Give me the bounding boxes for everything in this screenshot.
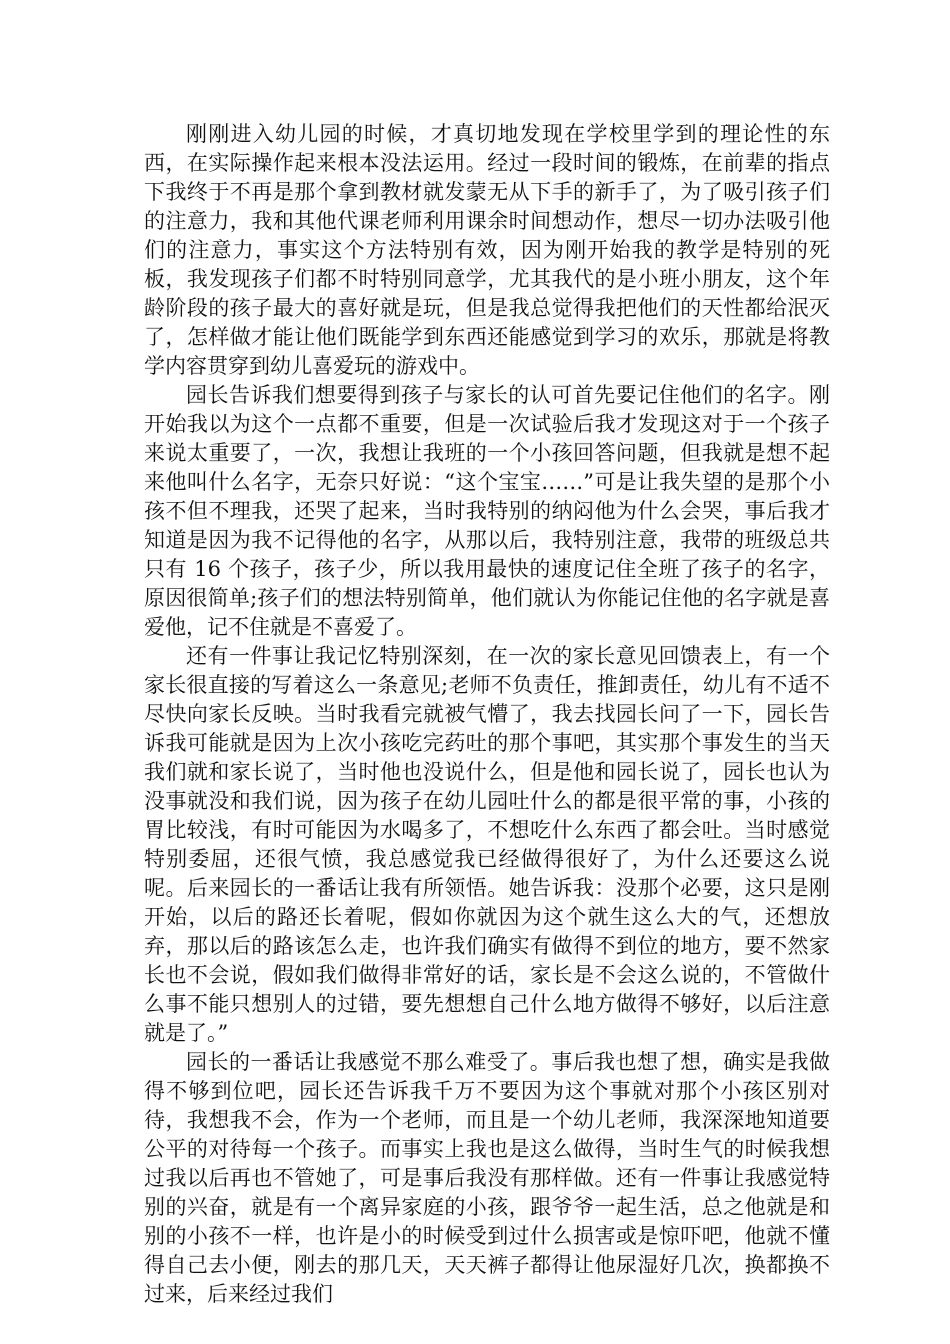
paragraph-parent-feedback: 还有一件事让我记忆特别深刻，在一次的家长意见回馈表上，有一个家长很直接的写着这么一条意见;老师不负责任，推卸责任，幼儿有不适不尽快向家长反映。当时我看完就被气懵了，我去找园长问了一下，园长告诉我可能就是因为上次小孩吃完药吐的那个事吧，其实那个事发生的当天我们就和家长说了，当时他也没说什么，但是他和园长说了，园长也认为没事就没和我们说，因为孩子在幼儿园吐什么的都是很平常的事，小孩的胃比较浅，有时可能因为水喝多了，不想吃什么东西了都会吐。当时感觉特别委屈，还很气愤，我总感觉我已经做得很好了，为什么还要这么说呢。后来园长的一番话让我有所领悟。她告诉我：没那个必要，这只是刚开始，以后的路还长着呢，假如你就因为这个就生这么大的气，还想放弃，那以后的路该怎么走，也许我们确实有做得不到位的地方，要不然家长也不会说，假如我们做得非常好的话，家长是不会这么说的，不管做什么事不能只想别人的过错，要先想想自己什么地方做得不够好，以后注意就是了。” — [144, 644, 830, 1045]
paragraph-remember-names: 园长告诉我们想要得到孩子与家长的认可首先要记住他们的名字。刚开始我以为这个一点都不重要，但是一次试验后我才发现这对于一个孩子来说太重要了，一次，我想让我班的一个小孩回答问题，但我就是想不起来他叫什么名字，无奈只好说：“这个宝宝……”可是让我失望的是那个小孩不但不理我，还哭了起来，当时我特别的纳闷他为什么会哭，事后我才知道是因为我不记得他的名字，从那以后，我特别注意，我带的班级总共只有 16 个孩子，孩子少，所以我用最快的速度记住全班了孩子的名字，原因很简单;孩子们的想法特别简单，他们就认为你能记住他的名字就是喜爱他，记不住就是不喜爱了。 — [144, 383, 830, 639]
paragraph-director-advice: 园长的一番话让我感觉不那么难受了。事后我也想了想，确实是我做得不够到位吧，园长还告诉我千万不要因为这个事就对那个小孩区别对待，我想我不会，作为一个老师，而且是一个幼儿老师，我深深地知道要公平的对待每一个孩子。而事实上我也是这么做得，当时生气的时候我想过我以后再也不管她了，可是事后我没有那样做。还有一件事让我感觉特别的兴奋，就是有一个离异家庭的小孩，跟爷爷一起生活，总之他就是和别的小孩不一样，也许是小的时候受到过什么损害或是惊吓吧，他就不懂得自己去小便，刚去的那几天，天天裤子都得让他尿湿好几次，换都换不过来，后来经过我们 — [144, 1050, 830, 1306]
document-body — [144, 120, 830, 1309]
paragraph-kindergarten-start: 刚刚进入幼儿园的时候，才真切地发现在学校里学到的理论性的东西，在实际操作起来根本没法运用。经过一段时间的锻炼，在前辈的指点下我终于不再是那个拿到教材就发蒙无从下手的新手了，为了吸引孩子们的注意力，我和其他代课老师利用课余时间想动作，想尽一切办法吸引他们的注意力，事实这个方法特别有效，因为刚开始我的教学是特别的死板，我发现孩子们都不时特别同意学，尤其我代的是小班小朋友，这个年龄阶段的孩子最大的喜好就是玩，但是我总觉得我把他们的天性都给泯灭了，怎样做才能让他们既能学到东西还能感觉到学习的欢乐，那就是将教学内容贯穿到幼儿喜爱玩的游戏中。 — [144, 122, 830, 378]
